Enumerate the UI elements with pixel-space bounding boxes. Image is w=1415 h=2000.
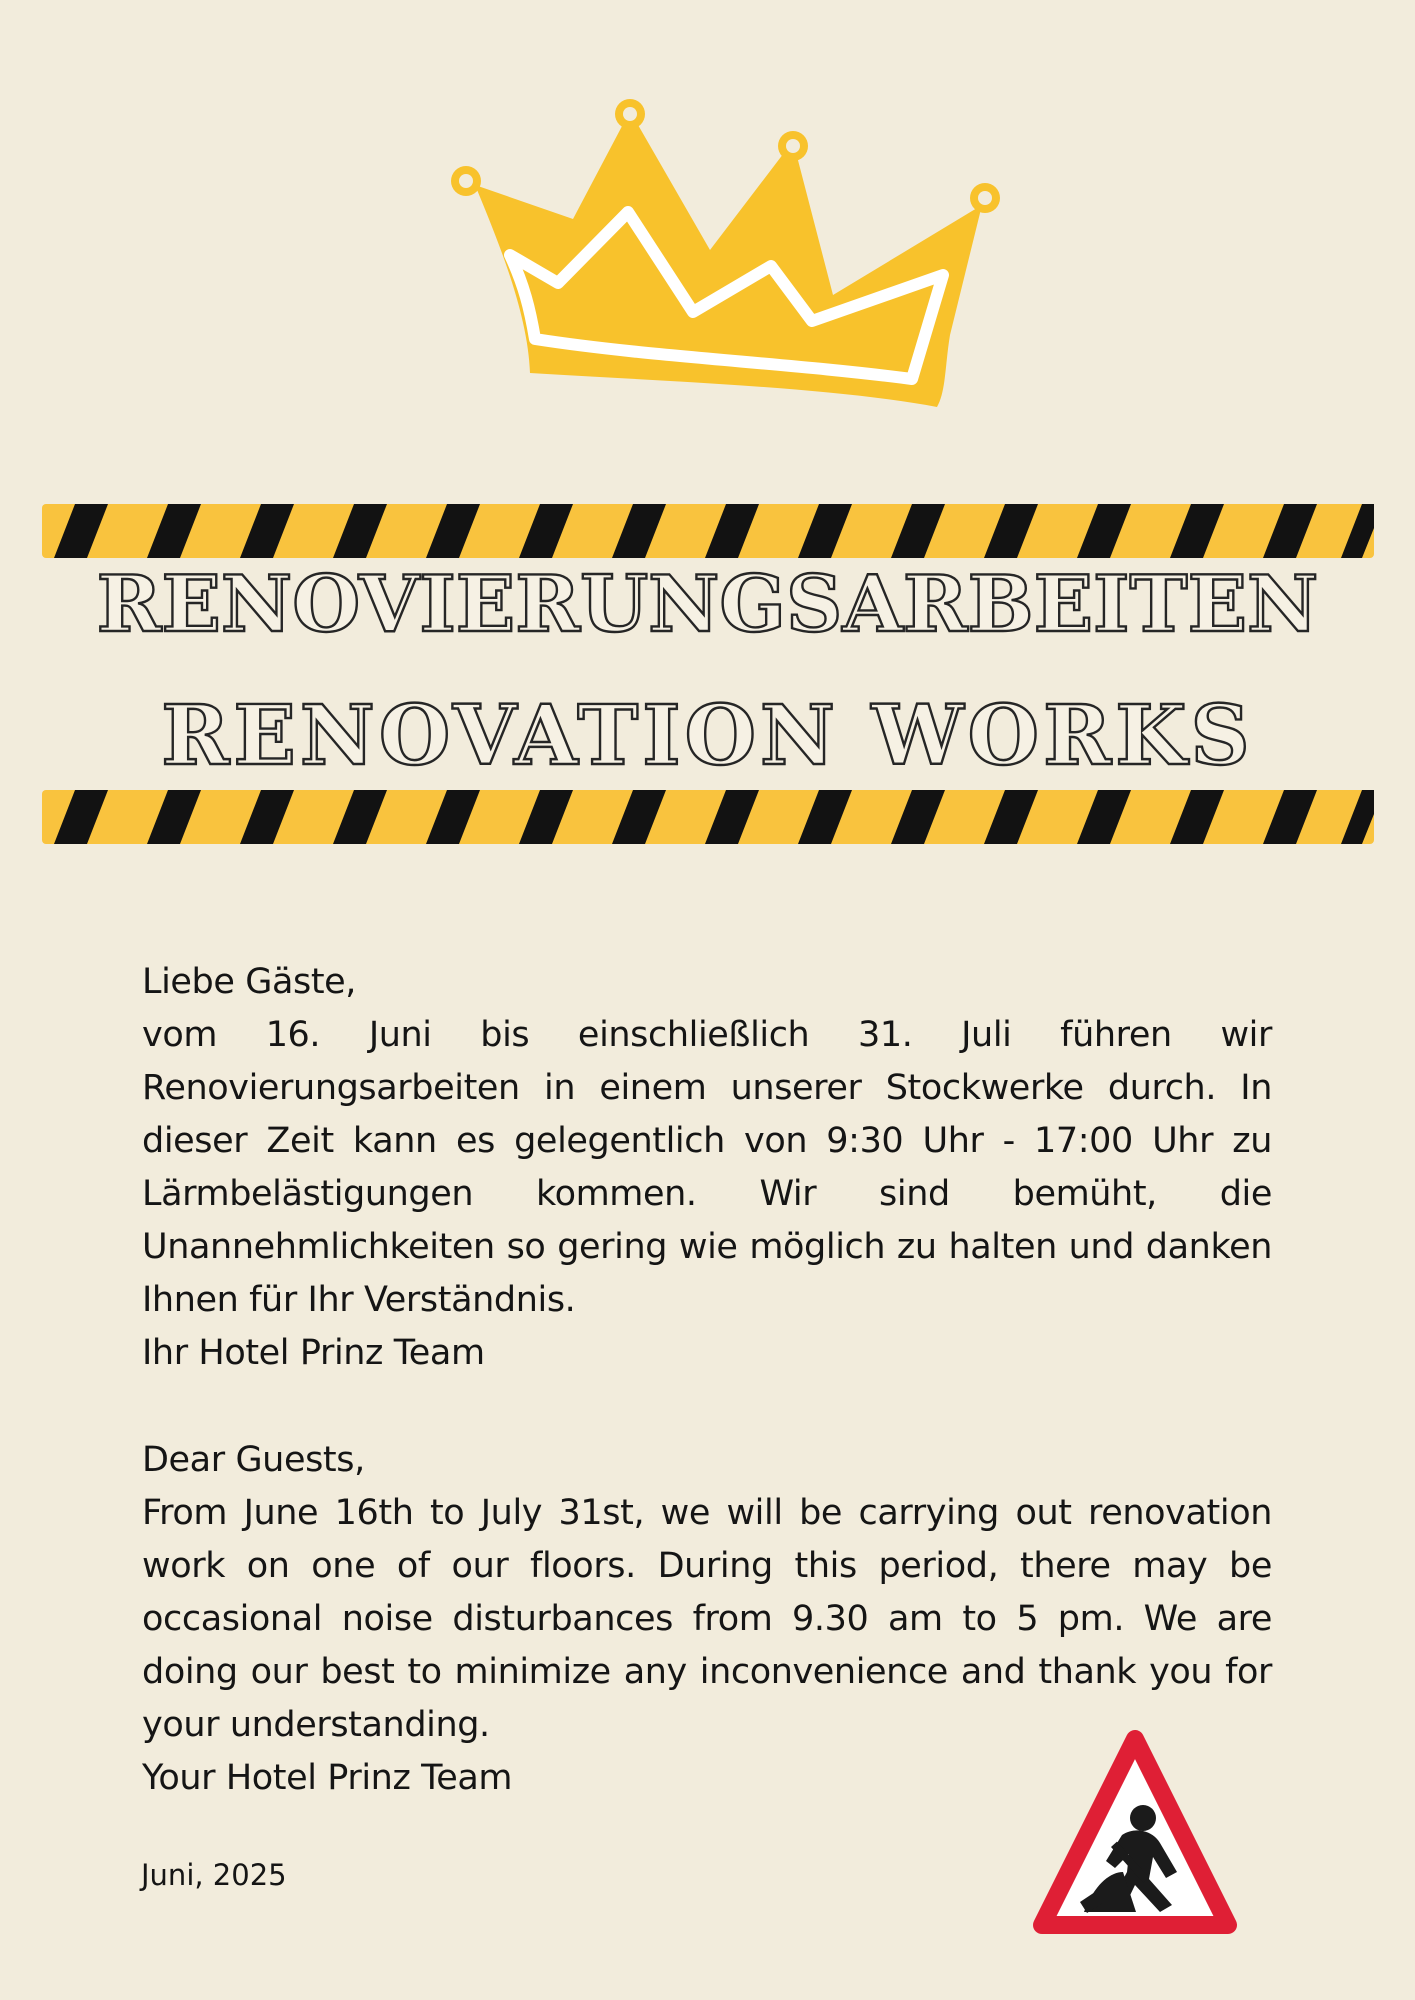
crown-icon	[440, 95, 1010, 415]
german-salutation: Liebe Gäste,	[142, 962, 357, 1002]
german-signature: Ihr Hotel Prinz Team	[142, 1333, 485, 1373]
german-message	[142, 956, 1272, 1380]
english-body: From June 16th to July 31st, we will be carrying out renovation work on one of our floors. During this period, there may be occasional noise disturbances from 9.30 am to 5 pm. We are doing our best to minimize any inconvenience and thank you for your understanding.	[142, 1493, 1272, 1745]
caution-tape-bottom	[42, 790, 1374, 844]
notice-date: Juni, 2025	[141, 1858, 287, 1892]
heading-german: RENOVIERUNGSARBEITEN	[96, 559, 1319, 650]
english-salutation: Dear Guests,	[142, 1440, 365, 1480]
heading-english: RENOVATION WORKS	[161, 688, 1254, 784]
road-work-warning-icon	[1032, 1727, 1238, 1947]
caution-tape-top	[42, 504, 1374, 558]
german-body: vom 16. Juni bis einschließlich 31. Juli führen wir Renovierungsarbeiten in einem unserer Stockwerke durch. In dieser Zeit kann es gelegentlich von 9:30 Uhr - 17:00 Uhr zu Lärmbelästigungen kommen. Wir sind bemüht, die Unannehmlichkeiten so gering wie möglich zu halten und danken Ihnen für Ihr Verständnis.	[142, 1015, 1272, 1320]
english-signature: Your Hotel Prinz Team	[142, 1758, 513, 1798]
